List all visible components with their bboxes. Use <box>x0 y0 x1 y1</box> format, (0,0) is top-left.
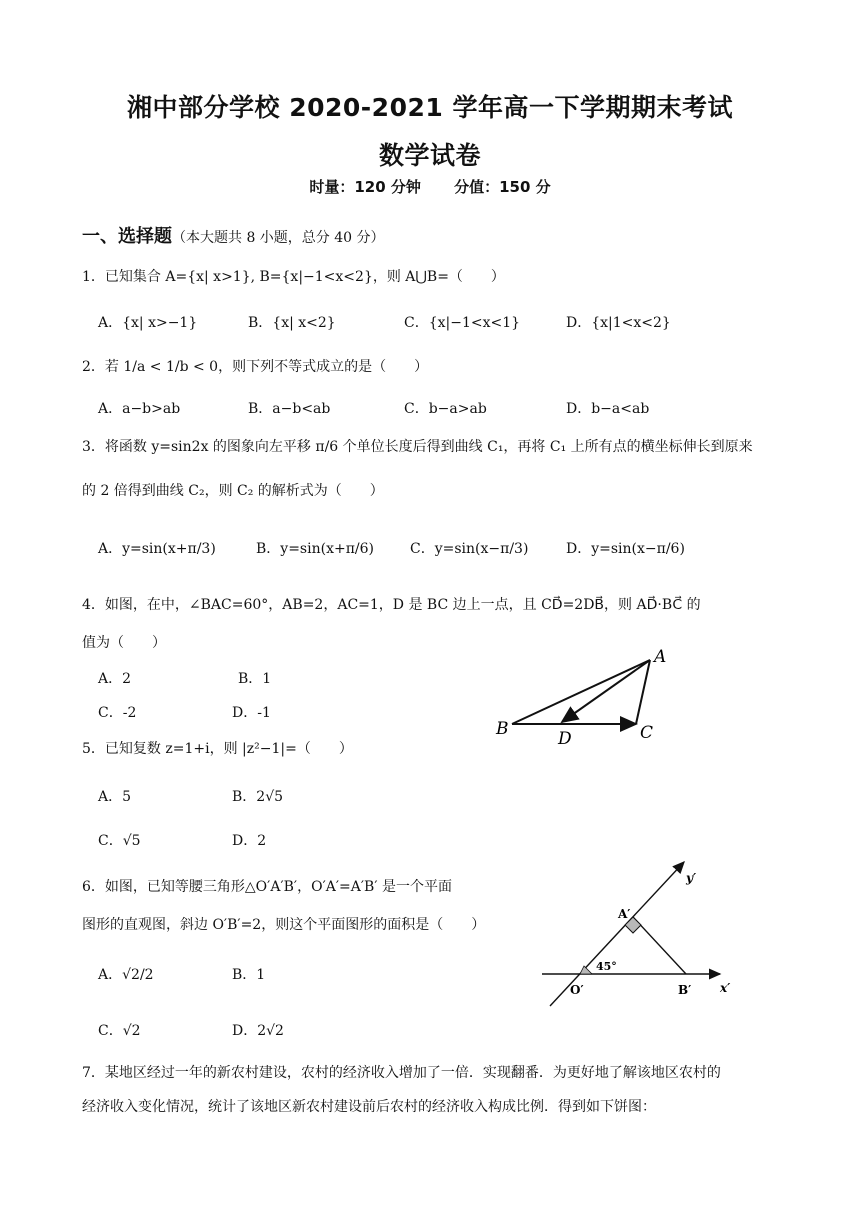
q6-option-b: B．1 <box>232 967 266 983</box>
vector-ad <box>562 660 650 722</box>
q4-option-a: A．2 <box>98 671 132 687</box>
question-3-line1: 3．将函数 y=sin2x 的图象向左平移 π/6 个单位长度后得到曲线 C₁，再将 C₁ 上所有点的横坐标伸长到原来 <box>82 439 753 455</box>
q6-option-c: C．√2 <box>98 1023 141 1039</box>
q2-option-b: B．a−b<ab <box>248 401 331 417</box>
q2-option-d: D．b−a<ab <box>566 401 650 417</box>
q3-option-b: B．y=sin(x+π/6) <box>256 541 374 557</box>
exam-duration: 时量：120 分钟 <box>309 178 421 196</box>
q1-option-d: D．{x|1<x<2} <box>566 315 671 331</box>
question-6-line2: 图形的直观图，斜边 O′B′=2，则这个平面图形的面积是（ ） <box>82 917 486 933</box>
q1-option-c: C．{x|−1<x<1} <box>404 315 521 331</box>
section-title: 一、选择题 <box>82 226 172 247</box>
q5-option-d: D．2 <box>232 833 267 849</box>
q3-option-c: C．y=sin(x−π/3) <box>410 541 529 557</box>
q5-option-c: C．√5 <box>98 833 141 849</box>
q5-option-a: A．5 <box>98 789 132 805</box>
section-note: （本大题共 8 小题，总分 40 分） <box>172 230 385 246</box>
label-c: C <box>640 723 654 743</box>
triangle-figure <box>490 642 690 752</box>
q2-option-c: C．b−a>ab <box>404 401 487 417</box>
q2-option-a: A．a−b>ab <box>98 401 181 417</box>
label-a-prime: A′ <box>618 907 631 921</box>
exam-score: 分值：150 分 <box>454 178 551 196</box>
label-b-prime: B′ <box>678 983 692 997</box>
q1-option-b: B．{x| x<2} <box>248 315 336 331</box>
question-7-line1: 7．某地区经过一年的新农村建设，农村的经济收入增加了一倍．实现翻番．为更好地了解该地区农村的 <box>82 1065 721 1081</box>
q5-option-b: B．2√5 <box>232 789 284 805</box>
exam-title: 湘中部分学校 2020-2021 学年高一下学期期末考试 <box>127 93 733 122</box>
section-heading <box>82 222 385 248</box>
q4-option-d: D．-1 <box>232 705 271 721</box>
question-6-line1: 6．如图，已知等腰三角形△O′A′B′，O′A′=A′B′ 是一个平面 <box>82 879 452 895</box>
q1-option-a: A．{x| x>−1} <box>98 315 198 331</box>
label-45-degrees: 45° <box>596 960 617 973</box>
q4-option-b: B．1 <box>238 671 272 687</box>
label-b: B <box>496 719 509 739</box>
segment-ba <box>512 660 650 724</box>
exam-meta <box>0 176 860 197</box>
label-o-prime: O′ <box>570 983 584 997</box>
question-4-line2: 值为（ ） <box>82 635 166 651</box>
q6-option-d: D．2√2 <box>232 1023 284 1039</box>
question-5: 5．已知复数 z=1+i，则 |z²−1|=（ ） <box>82 741 353 757</box>
q4-option-c: C．-2 <box>98 705 137 721</box>
question-2: 2．若 1/a < 1/b < 0，则下列不等式成立的是（ ） <box>82 359 429 375</box>
label-d: D <box>558 729 572 749</box>
q3-option-a: A．y=sin(x+π/3) <box>98 541 216 557</box>
label-y-prime: y′ <box>686 871 697 885</box>
question-7-line2: 经济收入变化情况，统计了该地区新农村建设前后农村的经济收入构成比例．得到如下饼图： <box>82 1099 656 1115</box>
label-x-prime: x′ <box>720 981 731 995</box>
label-a: A <box>654 647 667 667</box>
question-3-line2: 的 2 倍得到曲线 C₂，则 C₂ 的解析式为（ ） <box>82 483 384 499</box>
question-1: 1．已知集合 A={x| x>1}, B={x|−1<x<2}，则 A⋃B=（ ） <box>82 269 505 285</box>
question-4-line1: 4．如图，在中，∠BAC=60°，AB=2，AC=1，D 是 BC 边上一点，且 CD⃗=2DB⃗，则 AD⃗·BC⃗ 的 <box>82 597 701 613</box>
q3-option-d: D．y=sin(x−π/6) <box>566 541 685 557</box>
exam-subtitle: 数学试卷 <box>378 141 481 170</box>
q6-option-a: A．√2/2 <box>98 967 154 983</box>
oblique-axes-figure <box>536 856 762 1012</box>
